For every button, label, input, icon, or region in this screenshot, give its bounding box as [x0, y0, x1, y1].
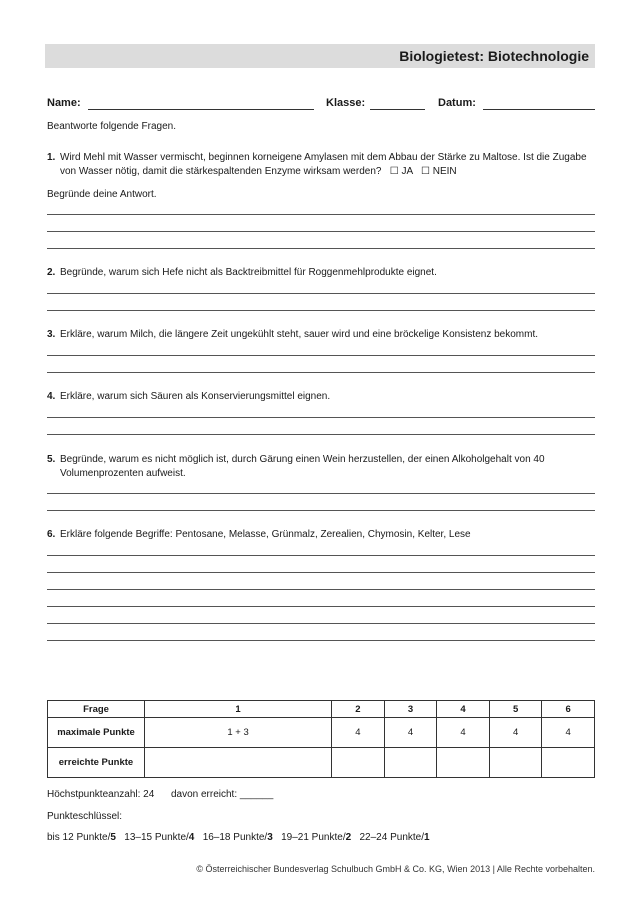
question-number: 1.: [47, 152, 56, 163]
answer-line[interactable]: [47, 589, 595, 590]
table-header-cell: 5: [489, 701, 542, 718]
table-cell-input[interactable]: [145, 748, 332, 778]
question-text: Begründe, warum es nicht möglich ist, durch Gärung einen Wein herzustellen, der einen Alkoholgehalt von 40 Volumenprozenten aufweist.: [60, 454, 545, 479]
student-info-row: [47, 97, 595, 111]
table-cell: 4: [489, 718, 542, 748]
question-number: 5.: [47, 454, 56, 465]
class-label: Klasse:: [326, 97, 366, 109]
table-header-cell: 1: [145, 701, 332, 718]
table-row-achieved-points: [48, 748, 595, 778]
key-grade: 1: [424, 832, 430, 843]
grading-key-label: Punkteschlüssel:: [47, 811, 123, 822]
answer-line[interactable]: [47, 434, 595, 435]
question-4: [47, 390, 595, 404]
table-cell: 4: [542, 718, 595, 748]
question-number: 2.: [47, 267, 56, 278]
question-text: Erkläre, warum sich Säuren als Konservierungsmittel eignen.: [60, 391, 331, 402]
class-field[interactable]: [370, 109, 425, 110]
table-cell: 4: [437, 718, 490, 748]
answer-line[interactable]: [47, 493, 595, 494]
question-2: [47, 266, 595, 280]
date-field[interactable]: [483, 109, 595, 110]
answer-line[interactable]: [47, 572, 595, 573]
answer-line[interactable]: [47, 355, 595, 356]
table-header-cell: 6: [542, 701, 595, 718]
table-cell: 1 + 3: [145, 718, 332, 748]
answer-line[interactable]: [47, 214, 595, 215]
key-grade: 3: [267, 832, 273, 843]
answer-line[interactable]: [47, 640, 595, 641]
key-range: 22–24 Punkte/: [359, 832, 424, 843]
question-number: 4.: [47, 391, 56, 402]
max-points-text: Höchstpunkteanzahl: 24: [47, 789, 155, 800]
checkbox-no[interactable]: ☐: [421, 166, 430, 177]
answer-line[interactable]: [47, 606, 595, 607]
table-cell: 4: [332, 718, 385, 748]
score-line: [47, 788, 273, 802]
key-grade: 5: [110, 832, 116, 843]
page-title: Biologietest: Biotechnologie: [399, 48, 589, 64]
key-grade: 4: [188, 832, 195, 843]
achieved-points-text: davon erreicht: ______: [170, 789, 274, 800]
answer-line[interactable]: [47, 231, 595, 232]
question-text: Erkläre folgende Begriffe: Pentosane, Melasse, Grünmalz, Zerealien, Chymosin, Kelter, Lese: [60, 529, 471, 540]
option-no-label: NEIN: [432, 166, 457, 177]
answer-line[interactable]: [47, 623, 595, 624]
name-label: Name:: [47, 97, 81, 109]
answer-line[interactable]: [47, 510, 595, 511]
table-cell-input[interactable]: [384, 748, 437, 778]
question-text: Begründe, warum sich Hefe nicht als Backtreibmittel für Roggenmehlprodukte eignet.: [60, 267, 437, 278]
date-label: Datum:: [438, 97, 476, 109]
table-header-cell: 2: [332, 701, 385, 718]
points-table: [47, 700, 595, 778]
question-number: 3.: [47, 329, 56, 340]
question-3: [47, 328, 595, 342]
key-range: 13–15 Punkte/: [124, 832, 189, 843]
table-cell: 4: [384, 718, 437, 748]
key-range: 19–21 Punkte/: [281, 832, 346, 843]
answer-line[interactable]: [47, 372, 595, 373]
row-label: erreichte Punkte: [48, 748, 145, 778]
name-field[interactable]: [88, 109, 314, 110]
question-6: [47, 528, 595, 542]
question-5: [47, 453, 595, 481]
table-row-max-points: [48, 718, 595, 748]
answer-line[interactable]: [47, 417, 595, 418]
table-cell-input[interactable]: [437, 748, 490, 778]
copyright-footer: © Österreichischer Bundesverlag Schulbuch GmbH & Co. KG, Wien 2013 | Alle Rechte vorbehalten.: [196, 864, 595, 874]
table-header-row: [48, 701, 595, 718]
answer-line[interactable]: [47, 555, 595, 556]
table-header-cell: Frage: [48, 701, 145, 718]
table-cell-input[interactable]: [489, 748, 542, 778]
key-range: 16–18 Punkte/: [202, 832, 268, 843]
key-grade: 2: [345, 832, 352, 843]
table-header-cell: 3: [384, 701, 437, 718]
checkbox-yes[interactable]: ☐: [389, 166, 399, 177]
row-label: maximale Punkte: [48, 718, 145, 748]
answer-line[interactable]: [47, 293, 595, 294]
title-bar: [45, 44, 595, 68]
table-header-cell: 4: [437, 701, 490, 718]
key-range: bis 12 Punkte/: [47, 832, 111, 843]
question-1: [47, 151, 595, 179]
answer-line[interactable]: [47, 310, 595, 311]
table-cell-input[interactable]: [542, 748, 595, 778]
followup-text: Begründe deine Antwort.: [47, 189, 157, 200]
option-yes-label: JA: [401, 166, 413, 177]
answer-line[interactable]: [47, 248, 595, 249]
question-text: Erkläre, warum Milch, die längere Zeit ungekühlt steht, sauer wird und eine bröckelige Konsistenz bekommt.: [60, 329, 539, 340]
question-text: Wird Mehl mit Wasser vermischt, beginnen korneigene Amylasen mit dem Abbau der Stärke zu Maltose. Ist die Zugabe von Wasser nötig, damit die stärkespaltenden Enzyme wirksam werden?: [60, 152, 587, 177]
table-cell-input[interactable]: [332, 748, 385, 778]
intro-text: Beantworte folgende Fragen.: [47, 121, 176, 132]
grading-key: [47, 831, 430, 845]
question-number: 6.: [47, 529, 56, 540]
